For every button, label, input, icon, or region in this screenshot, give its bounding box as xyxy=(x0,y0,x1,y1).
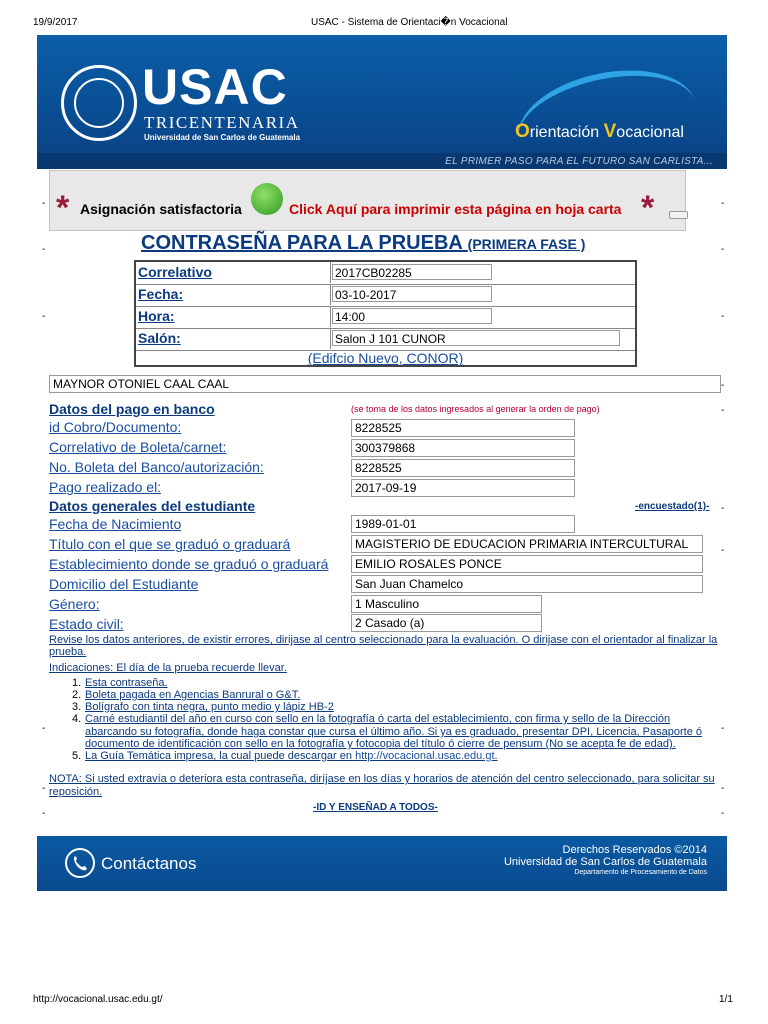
table-row xyxy=(136,284,635,307)
list-item-line: abarcando su fotografía, donde haga constar que cursa el último año. Si ya es graduado, presentar DPI, Licencia, Pasaporte ó xyxy=(85,726,702,738)
margin-dash: - xyxy=(42,808,46,819)
list-number: 4. xyxy=(72,713,82,725)
revise-text-2: prueba. xyxy=(49,646,87,658)
margin-dash: - xyxy=(721,311,725,322)
list-number: 2. xyxy=(72,689,82,701)
estado-civil-label: Estado civil: xyxy=(49,616,124,632)
id-cobro-label: id Cobro/Documento: xyxy=(49,419,182,435)
establecimiento-label: Establecimiento donde se graduó o graduará xyxy=(49,556,329,572)
list-item: Esta contraseña. xyxy=(85,677,168,689)
fecha-label: Fecha: xyxy=(138,286,184,302)
salon-value: Salon J 101 CUNOR xyxy=(332,330,620,346)
list-item-line: documento de identificación con sello en la fotografía y fotocopia del título ó cierre de pensum (No se acepta fe de edad). xyxy=(85,738,676,750)
phone-icon[interactable] xyxy=(65,848,95,878)
assignment-status: Asignación satisfactoria xyxy=(80,201,242,217)
contact-link[interactable]: Contáctanos xyxy=(101,854,197,873)
page-title xyxy=(141,232,585,255)
tricentenaria-text: TRICENTENARIA xyxy=(144,113,300,132)
label-cell xyxy=(136,262,331,283)
payment-section-title: Datos del pago en banco xyxy=(49,401,215,417)
student-section-title: Datos generales del estudiante xyxy=(49,498,256,514)
margin-dash: - xyxy=(721,503,725,514)
usac-seal-icon xyxy=(61,65,137,141)
indicaciones-text: Indicaciones: El día de la prueba recuerde llevar. xyxy=(49,662,287,674)
label-cell xyxy=(136,284,331,305)
banco-label: No. Boleta del Banco/autorización: xyxy=(49,459,264,475)
exam-info-table xyxy=(134,260,637,367)
margin-dash: - xyxy=(42,311,46,322)
title-phase: (PRIMERA FASE ) xyxy=(467,236,586,252)
margin-dash: - xyxy=(721,244,725,255)
pago-value: 2017-09-19 xyxy=(351,479,575,497)
payment-note: (se toma de los datos ingresados al generar la orden de pago) xyxy=(351,404,600,414)
fecha-value: 03-10-2017 xyxy=(332,286,492,302)
title-main: CONTRASEÑA PARA LA PRUEBA xyxy=(141,232,468,254)
label-cell xyxy=(136,328,331,349)
estado-civil-value: 2 Casado (a) xyxy=(351,614,542,632)
orientation-arc-icon xyxy=(509,55,705,169)
guide-link-dot: . xyxy=(494,750,498,762)
star-icon-left: * xyxy=(56,189,70,227)
print-button[interactable] xyxy=(669,211,688,219)
list-item xyxy=(85,750,498,762)
margin-dash: - xyxy=(721,808,725,819)
correlativo-label: Correlativo xyxy=(138,264,212,280)
header-banner xyxy=(37,35,727,169)
margin-dash: - xyxy=(721,783,725,794)
banner-slogan: EL PRIMER PASO PARA EL FUTURO SAN CARLISTA... xyxy=(445,156,713,167)
guide-link[interactable]: http://vocacional.usac.edu.gt xyxy=(355,750,495,762)
logo-letter-v: V xyxy=(603,121,617,142)
footer-banner xyxy=(37,836,727,891)
correlativo-value: 2017CB02285 xyxy=(332,264,492,280)
logo-letter-o: O xyxy=(515,121,530,142)
print-page-link[interactable]: Click Aquí para imprimir esta página en hoja carta xyxy=(289,201,622,217)
banner-strip xyxy=(37,153,727,169)
list-number: 1. xyxy=(72,677,82,689)
banco-value: 8228525 xyxy=(351,459,575,477)
establecimiento-value: EMILIO ROSALES PONCE xyxy=(351,555,703,573)
student-name-field: MAYNOR OTONIEL CAAL CAAL xyxy=(49,375,721,393)
orientacion-vocacional-logo xyxy=(515,121,684,143)
logo-word-ocacional: ocacional xyxy=(616,124,684,141)
motto: -ID Y ENSEÑAD A TODOS- xyxy=(313,802,438,813)
star-icon-right: * xyxy=(641,189,655,227)
hora-label: Hora: xyxy=(138,308,175,324)
print-page-title: USAC - Sistema de Orientaci�n Vocacional xyxy=(311,17,508,28)
id-cobro-value: 8228525 xyxy=(351,419,575,437)
guide-text: La Guía Temática impresa, la cual puede descargar en xyxy=(85,750,356,762)
margin-dash: - xyxy=(42,198,46,209)
salon-label: Salón: xyxy=(138,330,181,346)
margin-dash: - xyxy=(42,244,46,255)
university-name: Universidad de San Carlos de Guatemala xyxy=(144,133,301,142)
label-cell xyxy=(136,306,331,327)
genero-value: 1 Masculino xyxy=(351,595,542,613)
domicilio-value: San Juan Chamelco xyxy=(351,575,703,593)
seal-inner-ring xyxy=(74,78,124,128)
usac-logo-text: USAC xyxy=(142,59,288,115)
margin-dash: - xyxy=(721,723,725,734)
list-number: 3. xyxy=(72,701,82,713)
print-page-number: 1/1 xyxy=(719,994,733,1005)
margin-dash: - xyxy=(721,405,725,416)
rights-text: Derechos Reservados ©2014 xyxy=(562,844,707,856)
department-footer: Departamento de Procesamiento de Datos xyxy=(574,869,707,876)
margin-dash: - xyxy=(721,545,725,556)
nacimiento-label: Fecha de Nacimiento xyxy=(49,516,182,532)
domicilio-label: Domicilio del Estudiante xyxy=(49,576,199,592)
titulo-value: MAGISTERIO DE EDUCACION PRIMARIA INTERCULTURAL xyxy=(351,535,703,553)
titulo-label: Título con el que se graduó o graduará xyxy=(49,536,291,552)
table-row xyxy=(136,262,635,285)
university-footer: Universidad de San Carlos de Guatemala xyxy=(503,856,707,868)
list-item: Carné estudiantil del año en curso con sello en la fotografía ó carta del establecimiento, con firma y sello de la Dirección xyxy=(85,713,671,725)
table-row xyxy=(136,328,635,351)
margin-dash: - xyxy=(42,723,46,734)
encuestado-tag: -encuestado(1)- xyxy=(635,501,710,512)
table-row xyxy=(136,306,635,329)
pago-label: Pago realizado el: xyxy=(49,479,162,495)
nacimiento-value: 1989-01-01 xyxy=(351,515,575,533)
margin-dash: - xyxy=(721,198,725,209)
print-bar xyxy=(49,170,686,231)
list-item: Bolígrafo con tinta negra, punto medio y lápiz HB-2 xyxy=(85,701,334,713)
list-number: 5. xyxy=(72,750,82,762)
boleta-value: 300379868 xyxy=(351,439,575,457)
revise-text: Revise los datos anteriores, de existir errores, dirijase al centro seleccionado para la evaluación. O dirijase con el orientador al finalizar la xyxy=(49,634,718,646)
building-note: (Edifcio Nuevo, CONOR) xyxy=(307,350,464,366)
genero-label: Género: xyxy=(49,596,100,612)
nota-text-2: reposición. xyxy=(49,786,103,798)
logo-word-rientacion: rientación xyxy=(529,124,600,141)
list-item: Boleta pagada en Agencias Banrural o G&T. xyxy=(85,689,301,701)
nota-text: NOTA: Si usted extravía o deteriora esta contraseña, diríjase en los días y horarios de atención del centro seleccionado, para solicitar su xyxy=(49,773,715,785)
print-date: 19/9/2017 xyxy=(33,17,78,28)
margin-dash: - xyxy=(42,783,46,794)
hora-value: 14:00 xyxy=(332,308,492,324)
check-icon xyxy=(251,183,283,215)
margin-dash: - xyxy=(721,380,725,391)
boleta-label: Correlativo de Boleta/carnet: xyxy=(49,439,227,455)
print-url: http://vocacional.usac.edu.gt/ xyxy=(33,994,163,1005)
